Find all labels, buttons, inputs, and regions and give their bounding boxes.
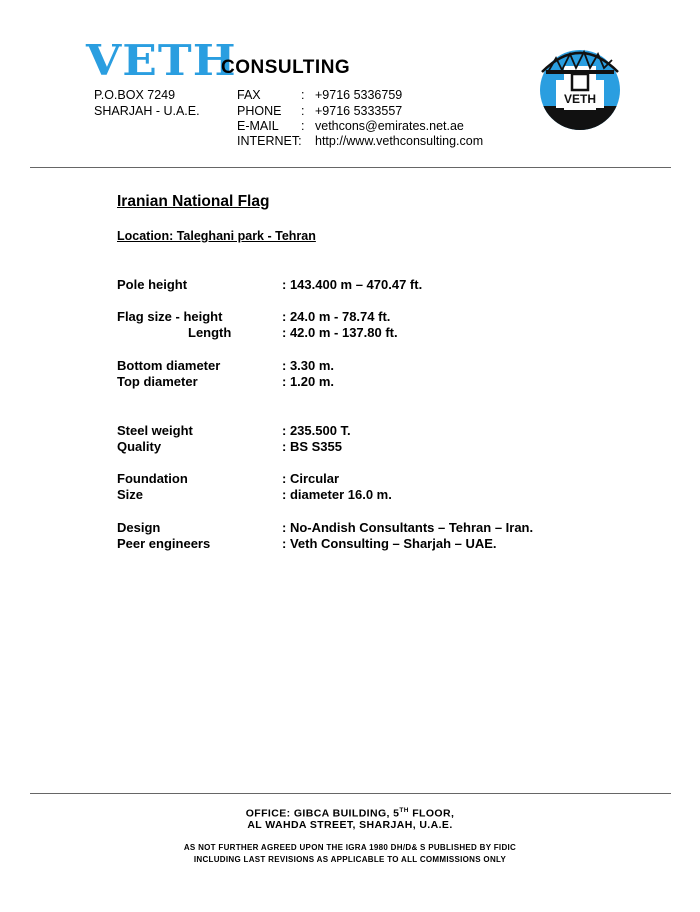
contact-value[interactable]: vethcons@emirates.net.ae	[315, 119, 464, 133]
spec-value: : 42.0 m - 137.80 ft.	[282, 325, 398, 340]
spec-key: Bottom diameter	[117, 358, 221, 373]
spec-value: : Circular	[282, 471, 340, 486]
spec-value: : 24.0 m - 78.74 ft.	[282, 309, 391, 324]
office-text: FLOOR,	[408, 807, 455, 820]
office-text: OFFICE: GIBCA BUILDING, 5	[245, 807, 400, 820]
spec-value: : 235.500 T.	[282, 423, 351, 438]
contact-label: FAX	[237, 88, 261, 102]
spec-value: : 3.30 m.	[282, 358, 335, 373]
contact-label: PHONE	[237, 104, 282, 118]
spec-key: Flag size - height	[117, 309, 223, 324]
spec-key: Steel weight	[117, 423, 193, 438]
spec-key: Design	[117, 520, 161, 535]
spec-key: Foundation	[117, 471, 188, 486]
office-address-line-2: AL WAHDA STREET, SHARJAH, U.A.E.	[247, 819, 453, 831]
contact-label: E-MAIL	[237, 119, 279, 133]
terms-line-2: INCLUDING LAST REVISIONS AS APPLICABLE TO ALL COMMISSIONS ONLY	[193, 855, 507, 864]
spec-key: Length	[188, 325, 232, 340]
contact-value: +9716 5333557	[315, 104, 403, 118]
company-name: CONSULTING	[221, 57, 351, 78]
location-line: Location: Taleghani park - Tehran	[117, 229, 316, 243]
emblem-text: VETH	[563, 92, 597, 106]
spec-key: Peer engineers	[117, 536, 211, 551]
document-title: Iranian National Flag	[117, 193, 270, 210]
spec-value: : Veth Consulting – Sharjah – UAE.	[282, 536, 497, 551]
contact-colon: :	[301, 119, 305, 133]
contact-value: +9716 5336759	[315, 88, 403, 102]
spec-value: : No-Andish Consultants – Tehran – Iran.	[282, 520, 534, 535]
contact-colon: :	[301, 88, 305, 102]
spec-key: Pole height	[117, 277, 188, 292]
spec-key: Quality	[117, 439, 162, 454]
footer-divider	[30, 793, 671, 794]
terms-line-1: AS NOT FURTHER AGREED UPON THE IGRA 1980 DH/D& S PUBLISHED BY FIDIC	[183, 843, 517, 852]
spec-value: : BS S355	[282, 439, 342, 454]
spec-value: : 143.400 m – 470.47 ft.	[282, 277, 423, 292]
office-superscript: TH	[399, 807, 409, 814]
spec-key: Top diameter	[117, 374, 198, 389]
spec-key: Size	[117, 487, 144, 502]
contact-colon: :	[301, 104, 305, 118]
header-divider	[30, 167, 671, 168]
address-line-2: SHARJAH - U.A.E.	[94, 104, 200, 118]
address-line-1: P.O.BOX 7249	[94, 88, 176, 102]
bridge-emblem-icon	[538, 40, 622, 132]
spec-value: : diameter 16.0 m.	[282, 487, 392, 502]
contact-label: INTERNET:	[237, 134, 302, 148]
company-logo-text: VETH	[86, 36, 237, 85]
contact-value[interactable]: http://www.vethconsulting.com	[315, 134, 484, 148]
spec-value: : 1.20 m.	[282, 374, 335, 389]
